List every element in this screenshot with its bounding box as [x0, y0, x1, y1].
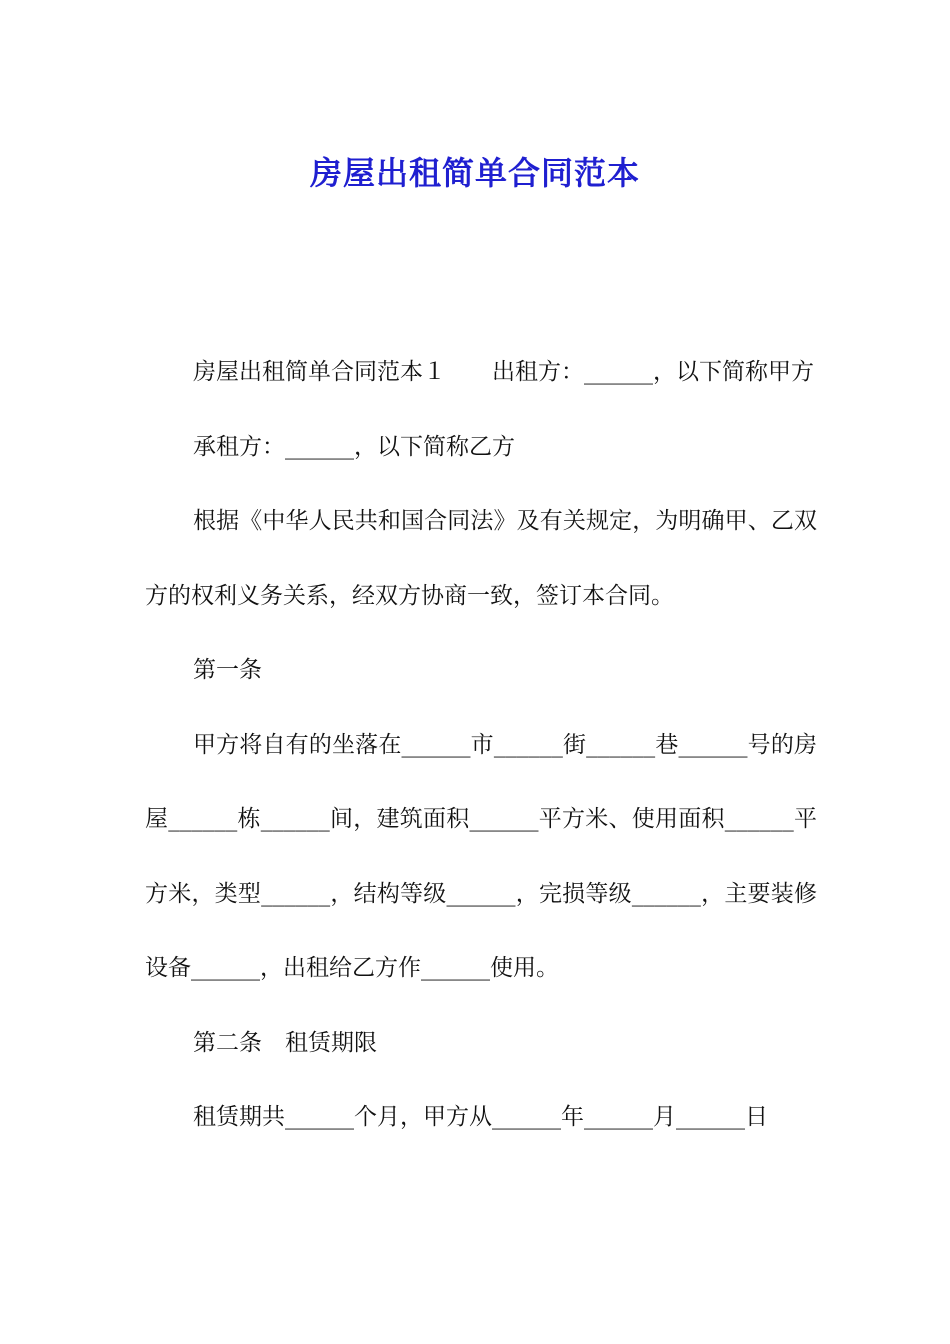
document-title: 房屋出租简单合同范本: [309, 154, 640, 193]
document-body: [145, 335, 817, 1155]
article-2-heading: 第二条 租赁期限: [193, 1029, 377, 1056]
paragraph-parties-lessee: 承租方：______，以下简称乙方: [193, 433, 515, 460]
article-1-body: 甲方将自有的坐落在______市______街______巷______号的房屋______栋______间，建筑面积______平方米、使用面积______平方米，类型______，结构等级______，完损等级______，主要装修设备______，出租给乙方作______使用。: [145, 731, 817, 981]
paragraph-preamble: 根据《中华人民共和国合同法》及有关规定，为明确甲、乙双方的权利义务关系，经双方协商一致，签订本合同。: [145, 508, 817, 609]
article-2-body: 租赁期共______个月，甲方从______年______月______日: [193, 1104, 768, 1130]
paragraph-parties-lessor: 房屋出租简单合同范本１ 出租方：______，以下简称甲方: [193, 359, 814, 385]
article-1-heading: 第一条: [193, 657, 262, 683]
